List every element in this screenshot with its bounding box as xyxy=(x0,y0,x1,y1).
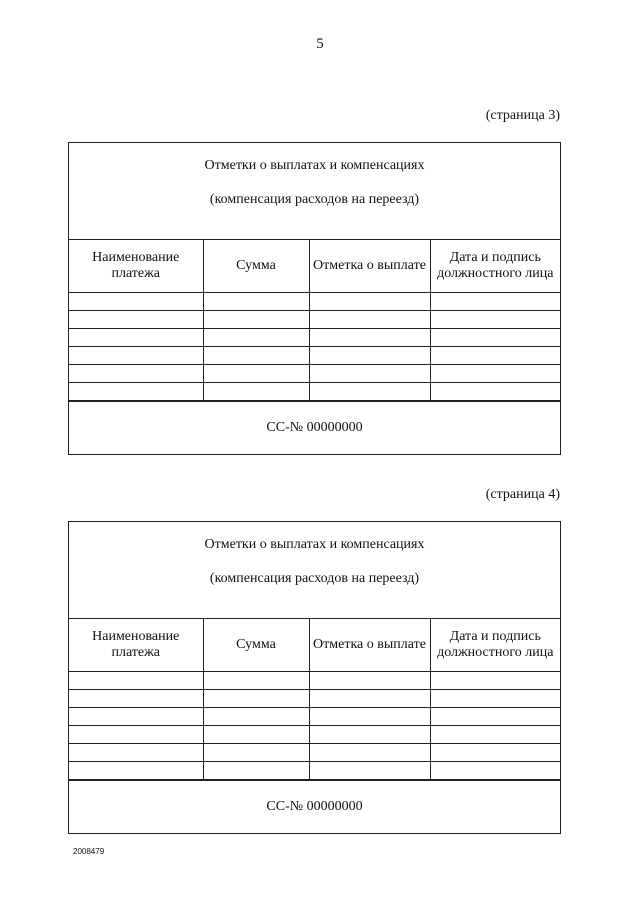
table-row xyxy=(69,347,560,365)
table-cell[interactable] xyxy=(203,347,309,365)
table-cell[interactable] xyxy=(309,311,430,329)
table-cell[interactable] xyxy=(430,293,560,311)
table-cell[interactable] xyxy=(309,365,430,383)
table-cell[interactable] xyxy=(309,762,430,780)
serial-number: СС-№ 00000000 xyxy=(69,780,560,833)
column-header-payment-name: Наименование платежа xyxy=(69,619,203,672)
table-cell[interactable] xyxy=(309,383,430,401)
table-cell[interactable] xyxy=(309,708,430,726)
form-title: Отметки о выплатах и компенсациях xyxy=(204,537,425,552)
table-cell[interactable] xyxy=(203,293,309,311)
column-header-amount: Сумма xyxy=(203,240,309,293)
table-cell[interactable] xyxy=(203,311,309,329)
table-cell[interactable] xyxy=(309,690,430,708)
table-cell[interactable] xyxy=(430,672,560,690)
table-cell[interactable] xyxy=(430,311,560,329)
table-cell[interactable] xyxy=(69,383,203,401)
table-cell[interactable] xyxy=(203,690,309,708)
column-header-date-signature: Дата и подпись должностного лица xyxy=(430,240,560,293)
page-label: (страница 3) xyxy=(485,108,560,123)
table-header-row xyxy=(69,619,560,672)
form-subtitle: (компенсация расходов на переезд) xyxy=(209,571,420,586)
table-row xyxy=(69,690,560,708)
table-cell[interactable] xyxy=(309,726,430,744)
table-cell[interactable] xyxy=(69,708,203,726)
table-body xyxy=(69,672,560,780)
table-cell[interactable] xyxy=(309,672,430,690)
table-cell[interactable] xyxy=(430,329,560,347)
table-row xyxy=(69,744,560,762)
form-subtitle: (компенсация расходов на переезд) xyxy=(209,192,420,207)
payment-form xyxy=(68,142,561,455)
page-number: 5 xyxy=(316,36,324,52)
table-cell[interactable] xyxy=(69,311,203,329)
form-header xyxy=(69,143,560,240)
table-cell[interactable] xyxy=(430,365,560,383)
table-cell[interactable] xyxy=(203,329,309,347)
table-cell[interactable] xyxy=(203,726,309,744)
table-cell[interactable] xyxy=(309,293,430,311)
table-cell[interactable] xyxy=(203,365,309,383)
table-row xyxy=(69,726,560,744)
form-header xyxy=(69,522,560,619)
table-cell[interactable] xyxy=(69,672,203,690)
table-cell[interactable] xyxy=(69,726,203,744)
table-row xyxy=(69,708,560,726)
table-header-row xyxy=(69,240,560,293)
column-header-payment-mark: Отметка о выплате xyxy=(309,619,430,672)
serial-number: СС-№ 00000000 xyxy=(69,401,560,454)
table-cell[interactable] xyxy=(203,383,309,401)
document-code: 2008479 xyxy=(73,847,105,856)
table-cell[interactable] xyxy=(69,690,203,708)
table-cell[interactable] xyxy=(69,744,203,762)
table-cell[interactable] xyxy=(69,347,203,365)
table-cell[interactable] xyxy=(430,762,560,780)
table-row xyxy=(69,311,560,329)
table-cell[interactable] xyxy=(309,744,430,762)
table-row xyxy=(69,365,560,383)
table-row xyxy=(69,383,560,401)
table-cell[interactable] xyxy=(309,329,430,347)
table-cell[interactable] xyxy=(430,744,560,762)
payments-table xyxy=(69,240,560,401)
payments-table xyxy=(69,619,560,780)
table-cell[interactable] xyxy=(203,672,309,690)
table-cell[interactable] xyxy=(69,365,203,383)
table-row xyxy=(69,329,560,347)
column-header-date-signature: Дата и подпись должностного лица xyxy=(430,619,560,672)
table-row xyxy=(69,762,560,780)
table-cell[interactable] xyxy=(430,383,560,401)
table-cell[interactable] xyxy=(309,347,430,365)
table-body xyxy=(69,293,560,401)
column-header-amount: Сумма xyxy=(203,619,309,672)
table-row xyxy=(69,293,560,311)
table-cell[interactable] xyxy=(69,293,203,311)
table-cell[interactable] xyxy=(69,762,203,780)
table-cell[interactable] xyxy=(430,726,560,744)
table-cell[interactable] xyxy=(203,708,309,726)
page-label: (страница 4) xyxy=(485,487,560,502)
table-cell[interactable] xyxy=(203,762,309,780)
table-cell[interactable] xyxy=(430,690,560,708)
column-header-payment-name: Наименование платежа xyxy=(69,240,203,293)
payment-form xyxy=(68,521,561,834)
table-cell[interactable] xyxy=(430,708,560,726)
table-cell[interactable] xyxy=(69,329,203,347)
table-row xyxy=(69,672,560,690)
form-title: Отметки о выплатах и компенсациях xyxy=(204,158,425,173)
column-header-payment-mark: Отметка о выплате xyxy=(309,240,430,293)
table-cell[interactable] xyxy=(203,744,309,762)
table-cell[interactable] xyxy=(430,347,560,365)
